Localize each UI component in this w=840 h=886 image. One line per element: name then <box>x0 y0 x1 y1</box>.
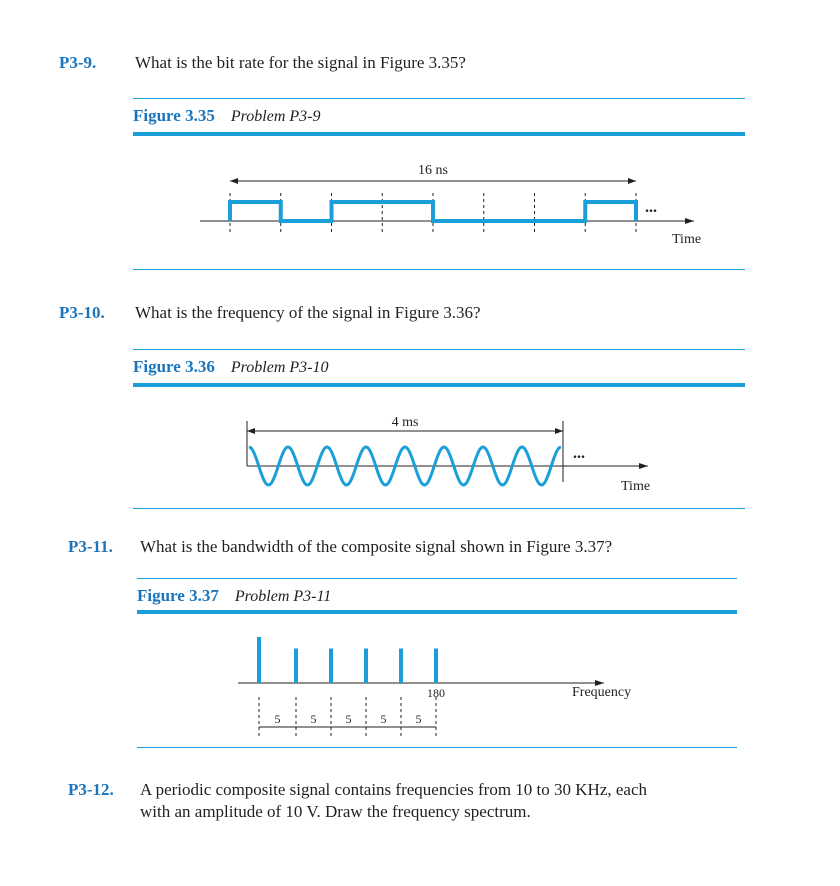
problem-question: What is the frequency of the signal in Figure 3.36? <box>135 303 481 322</box>
duration-label: 4 ms <box>391 415 419 430</box>
axis-label: Frequency <box>572 685 632 700</box>
figure-caption: Problem P3-11 <box>234 588 332 605</box>
spacing-label: 5 <box>415 712 422 726</box>
spacing-label: 5 <box>274 712 281 726</box>
axis-label: Time <box>621 479 651 494</box>
duration-label: 16 ns <box>418 163 448 178</box>
problem-number: P3-11. <box>68 537 113 556</box>
problem-question: What is the bit rate for the signal in Figure 3.35? <box>135 53 466 72</box>
spacing-label: 5 <box>380 712 387 726</box>
problem-question: What is the bandwidth of the composite signal shown in Figure 3.37? <box>140 537 613 556</box>
ellipsis: ... <box>573 445 585 462</box>
axis-label: Time <box>672 232 702 247</box>
spacing-label: 5 <box>345 712 352 726</box>
figure-bottom-rule <box>137 747 737 748</box>
figure-caption: Problem P3-10 <box>230 359 329 376</box>
figure-label: Figure 3.37 <box>137 586 219 605</box>
frequency-marker: 180 <box>427 686 445 700</box>
ellipsis: ... <box>645 199 657 216</box>
problem-number: P3-10. <box>59 303 105 322</box>
spacing-label: 5 <box>310 712 317 726</box>
problem-number: P3-12. <box>68 780 114 799</box>
problem-question-line-2: with an amplitude of 10 V. Draw the frequency spectrum. <box>140 802 531 821</box>
figure-label: Figure 3.36 <box>133 357 215 376</box>
figure-caption: Problem P3-9 <box>230 108 321 125</box>
problem-number: P3-9. <box>59 53 97 72</box>
figure-label: Figure 3.35 <box>133 106 215 125</box>
problem-question-line-1: A periodic composite signal contains frequencies from 10 to 30 KHz, each <box>140 780 648 799</box>
